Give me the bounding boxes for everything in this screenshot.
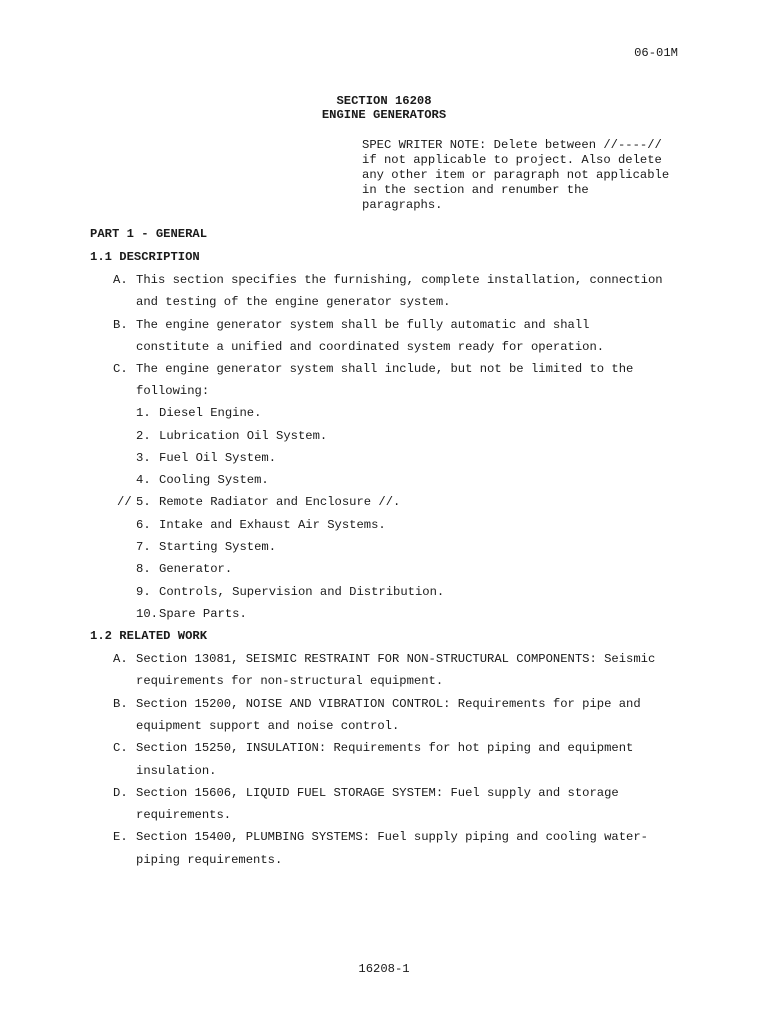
- item-label: A.: [113, 273, 128, 287]
- item-label: E.: [113, 830, 128, 844]
- item-label: A.: [113, 652, 128, 666]
- sub-item-label: 1.: [136, 406, 151, 420]
- subsection-heading-related-work: 1.2 RELATED WORK: [90, 629, 208, 643]
- document-code: 06-01M: [634, 46, 678, 60]
- item-label: C.: [113, 741, 128, 755]
- item-text: requirements for non-structural equipment.: [136, 674, 444, 688]
- item-text: Section 15200, NOISE AND VIBRATION CONTROL: Requirements for pipe and: [136, 697, 641, 711]
- item-text: following:: [136, 384, 210, 398]
- item-text: The engine generator system shall include, but not be limited to the: [136, 362, 634, 376]
- sub-item-label: 6.: [136, 518, 151, 532]
- item-text: requirements.: [136, 808, 232, 822]
- sub-item-text: Fuel Oil System.: [159, 451, 277, 465]
- item-text: piping requirements.: [136, 853, 283, 867]
- item-text: Section 13081, SEISMIC RESTRAINT FOR NON-STRUCTURAL COMPONENTS: Seismic: [136, 652, 656, 666]
- item-text: This section specifies the furnishing, complete installation, connection: [136, 273, 663, 287]
- sub-item-label: 4.: [136, 473, 151, 487]
- note-line: in the section and renumber the: [362, 183, 589, 197]
- sub-item-text: Starting System.: [159, 540, 277, 554]
- item-text: insulation.: [136, 764, 217, 778]
- item-label: B.: [113, 318, 128, 332]
- sub-item-text: Intake and Exhaust Air Systems.: [159, 518, 386, 532]
- item-text: Section 15400, PLUMBING SYSTEMS: Fuel supply piping and cooling water-: [136, 830, 648, 844]
- sub-item-label: 10.: [136, 607, 158, 621]
- sub-item-prefix: //: [117, 495, 132, 509]
- sub-item-label: 9.: [136, 585, 151, 599]
- item-text: and testing of the engine generator system.: [136, 295, 451, 309]
- sub-item-text: Diesel Engine.: [159, 406, 262, 420]
- sub-item-text: Lubrication Oil System.: [159, 429, 328, 443]
- item-label: B.: [113, 697, 128, 711]
- note-line: paragraphs.: [362, 198, 443, 212]
- sub-item-label: 7.: [136, 540, 151, 554]
- sub-item-label: 5.: [136, 495, 151, 509]
- item-text: Section 15250, INSULATION: Requirements for hot piping and equipment: [136, 741, 634, 755]
- note-line: SPEC WRITER NOTE: Delete between //----//: [362, 138, 662, 152]
- sub-item-text: Cooling System.: [159, 473, 269, 487]
- section-subtitle: ENGINE GENERATORS: [321, 108, 447, 122]
- sub-item-label: 8.: [136, 562, 151, 576]
- sub-item-label: 3.: [136, 451, 151, 465]
- spec-writer-note: [362, 138, 692, 213]
- item-text: equipment support and noise control.: [136, 719, 400, 733]
- part-heading: PART 1 - GENERAL: [90, 227, 208, 241]
- item-text: constitute a unified and coordinated system ready for operation.: [136, 340, 605, 354]
- sub-item-text: Generator.: [159, 562, 233, 576]
- item-label: C.: [113, 362, 128, 376]
- note-line: if not applicable to project. Also delete: [362, 153, 662, 167]
- item-text: Section 15606, LIQUID FUEL STORAGE SYSTEM: Fuel supply and storage: [136, 786, 619, 800]
- note-line: any other item or paragraph not applicable: [362, 168, 670, 182]
- page-number: 16208-1: [358, 962, 410, 976]
- subsection-heading-description: 1.1 DESCRIPTION: [90, 250, 200, 264]
- sub-item-label: 2.: [136, 429, 151, 443]
- section-title: SECTION 16208: [336, 94, 432, 108]
- item-label: D.: [113, 786, 128, 800]
- item-text: The engine generator system shall be fully automatic and shall: [136, 318, 590, 332]
- sub-item-text: Spare Parts.: [159, 607, 247, 621]
- sub-item-text: Remote Radiator and Enclosure //.: [159, 495, 401, 509]
- sub-item-text: Controls, Supervision and Distribution.: [159, 585, 445, 599]
